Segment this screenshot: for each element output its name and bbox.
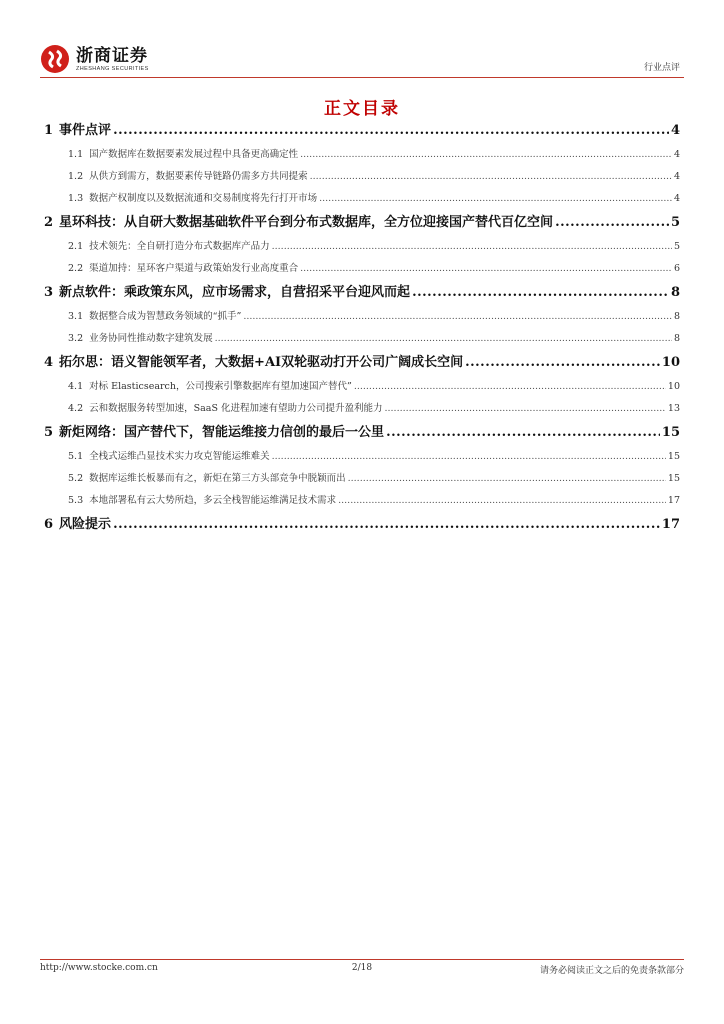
toc-subsection-entry[interactable] [44,188,680,210]
page-number: 2/18 [351,963,373,973]
toc-entry-page: 5 [673,241,680,252]
toc-subsection-entry[interactable] [44,306,680,328]
toc-entry-text: 新炬网络：国产替代下，智能运维接力信创的最后一公里 [59,425,385,440]
toc-entry-page: 6 [673,263,680,274]
toc-subsection-entry[interactable] [44,258,680,280]
toc-subsection-entry[interactable] [44,490,680,512]
toc-dot-leader [272,446,666,468]
toc-section-entry[interactable] [44,118,680,144]
toc-entry-number: 5.3 [68,495,84,506]
toc-subsection-entry[interactable] [44,446,680,468]
toc-entry-text: 星环科技：从自研大数据基础软件平台到分布式数据库，全方位迎接国产替代百亿空间 [59,215,554,230]
toc-entry-label [68,258,298,280]
toc-entry-number: 6 [44,517,54,532]
toc-dot-leader [412,280,669,306]
toc-entry-text: 本地部署私有云大势所趋，多云全栈智能运维满足技术需求 [89,495,337,506]
toc-entry-text: 渠道加持：星环客户渠道与政策始发行业高度重合 [89,263,299,274]
toc-entry-number: 5 [44,425,54,440]
toc-subsection-entry[interactable] [44,398,680,420]
table-of-contents [44,118,680,538]
toc-entry-page: 17 [661,517,680,532]
toc-entry-label [44,512,111,538]
toc-entry-number: 1.3 [68,193,84,204]
toc-entry-number: 4.2 [68,403,84,414]
toc-entry-label [44,118,111,144]
toc-entry-text: 业务协同性推动数字建筑发展 [89,333,213,344]
toc-subsection-entry[interactable] [44,328,680,350]
toc-entry-text: 数据库运维长板暴而有之，新炬在第三方头部竞争中脱颖而出 [89,473,346,484]
toc-entry-page: 17 [667,495,680,506]
toc-entry-number: 5.1 [68,451,84,462]
toc-section-entry[interactable] [44,512,680,538]
toc-dot-leader [338,490,666,512]
toc-dot-leader [386,420,660,446]
toc-entry-page: 5 [670,215,680,230]
toc-dot-leader [354,376,666,398]
toc-entry-label [68,328,213,350]
toc-entry-label [68,306,241,328]
toc-entry-number: 4 [44,355,54,370]
toc-entry-text: 云和数据服务转型加速，SaaS 化进程加速有望助力公司提升盈利能力 [89,403,383,414]
page-header [40,40,684,80]
toc-section-entry[interactable] [44,420,680,446]
toc-entry-number: 5.2 [68,473,84,484]
toc-subsection-entry[interactable] [44,236,680,258]
toc-entry-label [68,446,270,468]
toc-entry-text: 数据产权制度以及数据流通和交易制度将先行打开市场 [89,193,318,204]
toc-entry-text: 数据整合成为智慧政务领域的“抓手” [89,311,242,322]
brand-logo-icon [40,44,70,74]
toc-section-entry[interactable] [44,210,680,236]
header-divider [40,77,684,78]
report-category: 行业点评 [643,63,680,73]
toc-entry-label [68,188,317,210]
brand-logo [40,44,149,74]
toc-entry-page: 15 [667,473,680,484]
toc-entry-label [68,376,352,398]
toc-entry-number: 2 [44,215,54,230]
toc-entry-label [44,280,410,306]
toc-entry-page: 15 [661,425,680,440]
toc-entry-number: 4.1 [68,381,84,392]
footer-url[interactable]: http://www.stocke.com.cn [40,963,158,973]
toc-entry-label [68,468,346,490]
toc-section-entry[interactable] [44,350,680,376]
toc-entry-page: 4 [673,149,680,160]
toc-dot-leader [300,144,672,166]
toc-entry-label [44,420,384,446]
toc-dot-leader [215,328,672,350]
toc-entry-label [68,490,336,512]
toc-dot-leader [113,512,660,538]
toc-entry-page: 4 [673,171,680,182]
footer-disclaimer: 请务必阅读正文之后的免责条款部分 [539,966,684,976]
toc-entry-page: 4 [673,193,680,204]
toc-subsection-entry[interactable] [44,166,680,188]
toc-entry-page: 8 [673,311,680,322]
toc-entry-text: 技术领先：全自研打造分布式数据库产品力 [89,241,270,252]
toc-entry-number: 2.2 [68,263,84,274]
toc-entry-text: 风险提示 [59,517,112,532]
toc-dot-leader [243,306,672,328]
toc-entry-label [68,236,270,258]
toc-entry-text: 从供方到需方，数据要素传导链路仍需多方共同提索 [89,171,308,182]
toc-entry-number: 3 [44,285,54,300]
toc-entry-text: 国产数据库在数据要素发展过程中具备更高确定性 [89,149,299,160]
toc-entry-number: 1.1 [68,149,84,160]
page-footer [40,963,684,977]
toc-entry-number: 3.1 [68,311,84,322]
toc-dot-leader [300,258,672,280]
toc-entry-label [68,166,308,188]
toc-dot-leader [348,468,666,490]
toc-entry-label [44,210,553,236]
toc-entry-page: 10 [661,355,680,370]
toc-dot-leader [113,118,669,144]
toc-dot-leader [465,350,660,376]
toc-dot-leader [319,188,672,210]
toc-entry-label [68,144,298,166]
toc-entry-number: 3.2 [68,333,84,344]
brand-name-en: ZHESHANG SECURITIES [76,66,149,72]
toc-entry-page: 8 [670,285,680,300]
toc-entry-page: 15 [667,451,680,462]
footer-divider [40,959,684,960]
toc-subsection-entry[interactable] [44,376,680,398]
toc-entry-page: 10 [667,381,680,392]
toc-section-entry[interactable] [44,280,680,306]
toc-entry-number: 2.1 [68,241,84,252]
toc-entry-number: 1 [44,123,54,138]
toc-entry-page: 13 [667,403,680,414]
toc-entry-page: 8 [673,333,680,344]
toc-subsection-entry[interactable] [44,468,680,490]
toc-dot-leader [555,210,669,236]
toc-dot-leader [272,236,672,258]
toc-entry-page: 4 [670,123,680,138]
toc-entry-text: 新点软件：乘政策东风，应市场需求，自营招采平台迎风而起 [59,285,411,300]
toc-dot-leader [310,166,672,188]
toc-entry-label [68,398,382,420]
toc-entry-text: 全栈式运维凸显技术实力攻克智能运维难关 [89,451,270,462]
toc-entry-text: 拓尔思：语义智能领军者，大数据+AI双轮驱动打开公司广阔成长空间 [59,355,464,370]
toc-title: 正文目录 [324,99,400,119]
brand-name: 浙商证券 [76,46,148,66]
toc-entry-number: 1.2 [68,171,84,182]
toc-entry-text: 对标 Elasticsearch，公司搜索引擎数据库有望加速国产替代” [89,381,352,392]
toc-subsection-entry[interactable] [44,144,680,166]
toc-dot-leader [384,398,665,420]
toc-entry-text: 事件点评 [59,123,112,138]
toc-entry-label [44,350,463,376]
